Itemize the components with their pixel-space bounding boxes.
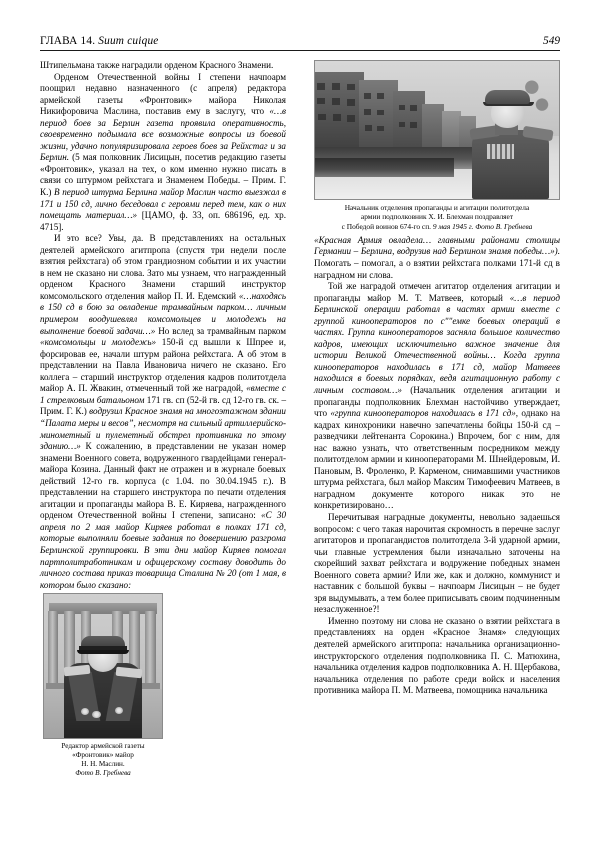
officer-medal <box>81 708 89 715</box>
text-run: однако на кадрах кинохроники навечно запечатлены бойцы 150-й сд – разведчики лейтенанта Сорокина.) Впрочем, бог с ним, для нас важно узнать, что ответственным посредником между политотделом армии и кинооператорами М. Шнейдеровым, И. Пановым, В. Фроленко, Р. Карменом, снимавшими участников штурма рейхстага, был майор Максим Тимофеевич Матвеев, в наградном документе которого никак это не конкретизировано… <box>314 408 561 511</box>
paragraph <box>314 235 560 281</box>
text-run-italic: «Красная Армия овладела… главными районами столицы Германии – Берлина, водрузив над Берлином знамя победы…»). <box>314 234 560 257</box>
paragraph <box>40 233 286 591</box>
caption-line: армии подполковник Х. И. Блехман поздравляет <box>360 212 514 222</box>
text-run-italic: «С 30 апреля по 2 мая майор Киряев работал в полках 171 сд, которые выполняли боевые задания по довершению разгрома Берлинской группировки. В эти дни майор Киряев помогал партполитработникам и офицерскому составу доводить до личного состава приказ товарища Сталина № 20 (от 1 мая, в котором было сказано: <box>40 510 287 590</box>
officer-ribbon-bar <box>487 144 513 158</box>
paragraph: Штипельмана также наградили орденом Красного Знамени. <box>40 60 274 70</box>
text-run-italic: «группа кинооператоров находилась в 171 сд», <box>330 408 519 419</box>
officer-cap <box>485 90 531 104</box>
figure-blekhman <box>314 60 560 231</box>
officer-tunic <box>472 130 549 199</box>
left-column <box>40 60 287 777</box>
caption-line: Начальник отделения пропаганды и агитации политотдела <box>344 203 530 212</box>
gate-column <box>48 611 59 686</box>
figure-maslin <box>40 593 166 777</box>
figure-caption <box>40 742 166 778</box>
running-head-chapter: ГЛАВА 14. <box>40 35 96 47</box>
text-run: К сожалению, в представлении не указан номер знамени Военного совета, водруженного гвардейцами генерал-майора Козина. Данный факт не отражен и в журнале боевых действий 12-го гв. корпуса (с 1.04. по 30.04.1945 г.). В представлении на старшего инструктора по печати отделения агитации и пропаганды майора В. Е. Киряева, награжденного орденом Отечественной войны I степени, записано: <box>40 441 286 521</box>
text-run-italic: «…находясь в 150 сд в бою за овладение трамвайным парком… личным примером воодушевлял комсомольцев и молодежь на выполнение боевой задачи…» <box>40 290 287 336</box>
text-run-italic: «…в период боев за Берлин газета проявила оперативность, своевременно подымала все возможные вопросы из боевой жизни, удачно популяризировала героев боев за Рейхстаг и за Берлин. <box>40 106 287 163</box>
officer-medal <box>92 711 100 718</box>
officer-figure <box>466 80 554 199</box>
running-head-left <box>40 35 159 47</box>
text-run-italic: В период штурма Берлина майор Маслин часто выезжал в 171 и 150 сд, лично беседовал с героями перед тем, как о них помещать материал…» <box>40 187 287 221</box>
text-run: (5 мая полковник Лисицын, посетив редакцию газеты «Фронтовик», указал на тех, о ком именно нужно писать в связи со штурмом рейхстага и Знаменем Победы. – Прим. Г. К.) <box>40 152 287 198</box>
text-run: И это все? Увы, да. В представлениях на остальных деятелей армейского агитпропа (спустя три недели после взятия рейхстага) об этом грандиозном событии и их участии в нем не сказано ни слова. Зато мы узнаем, что награжденный орденом Красного Знамени старший инструктор комсомольского отделения майор П. И. Едемский <box>40 233 286 301</box>
text-run-italic: «…в период Берлинской операции работал в частях армии вместе с группой кинооператоров по сʺʺемке боевых операций в частях. Группа кинооператоров засняла большое количество кадров, имеющих исключительно важное значение для истории Великой Отечественной войны… Когда группа кинооператоров находилась в 171 сд, майор Матвеев находился в боевых порядках, ведя агитационную работу с личным составом…» <box>314 292 560 395</box>
text-run: Той же наградой отмечен агитатор отделения агитации и пропаганды майор М. Т. Матвеев, который <box>314 281 560 303</box>
running-head <box>40 28 560 51</box>
caption-line: Редактор армейской газеты <box>61 742 145 751</box>
text-run: Но вслед за трамвайным парком <box>158 325 287 336</box>
running-head-motto: Suum cuique <box>98 35 159 47</box>
page-number: 549 <box>543 35 560 47</box>
caption-line: Н. Н. Маслин. <box>81 759 125 768</box>
right-column <box>314 60 560 697</box>
officer-cap-visor <box>77 650 129 654</box>
text-run: 171 гв. сп (52-й гв. сд 12-го гв. ск. – Прим. Г. К.) <box>40 394 287 417</box>
text-run: (Начальник отделения агитации и пропаганды подполковник Блехман настойчиво утверждает, что <box>314 385 560 419</box>
paragraph: Перечитывая наградные документы, невольно задаешься вопросом: с чего такая нарочитая скромность в перечне заслуг агитаторов и пропагандистов политотдела 3-й ударной армии, чьи главные устремления были изначально заточены на скорейший захват рейхстага и водружение победных знамен Военного совета армии? Или же, как и должно, коммунист и наставник с большой буквы – начпоарм Лисицын – не будет зря выдумывать, а тем более приписывать своим подчиненным незаслуженное?! <box>314 512 560 615</box>
text-run-italic: «комсомольцы и молодежь» <box>40 337 157 348</box>
crowd-of-soldiers <box>314 158 454 177</box>
caption-credit: Фото В. Гребнева <box>75 768 131 777</box>
text-run: [ЦАМО, ф. 33, оп. 686196, ед. хр. 4715]. <box>40 210 286 232</box>
text-run-italic: «вместе с 1 стрелковым батальоном <box>40 383 287 405</box>
caption-line: «Фронтовик» майор <box>72 751 134 760</box>
text-run: Орденом Отечественной войны I степени начпоарм поощрил недавно назначенного (с апреля) редактора армейской газеты «Фронтовик» майора Николая Никифоровича Маслина, поставив ему в заслугу, что <box>40 71 286 117</box>
ruined-building <box>359 80 398 152</box>
paragraph <box>314 281 560 512</box>
maslin-photo <box>43 593 163 739</box>
text-run-italic: водрузил Красное знамя на многоэтажном здании “Палата меры и весов”, несмотря на сильный артиллерийско-минометный и пулеметный обстрел противника по этому зданию…» <box>40 406 286 452</box>
gate-column <box>145 611 156 686</box>
figure-caption <box>314 203 560 231</box>
text-run: Помогать – помогал, а о взятии рейхстага полками 171-й сд в наградном ни слова. <box>314 257 560 280</box>
text-run: 150-й сд вышли к Шпрее и, форсировав ее, начали штурм района рейхстага. А об этом в представлении на Павла Ивановича ничего не сказано. Его коллега – старший инструктор отделения кадров политотдела майор А. П. Жвакин, отмеченный той же наградой, <box>40 337 286 394</box>
blekhman-photo <box>314 60 560 200</box>
officer-medal <box>115 707 123 714</box>
caption-credit: 9 мая 1945 г. Фото В. Гребнева <box>432 221 533 231</box>
two-column-body <box>40 60 560 850</box>
paragraph: Именно поэтому ни слова не сказано о взятии рейхстага в представлениях на орден «Красное Знамя» следующих деятелей армейского агитпропа: начальника организационно-инструкторского отделения подполковника П. С. Матюхина, начальника отделения кадров подполковника А. Н. Щербакова, начальника отделения по работе среди войск и населения противника майора П. М. Матвеева, помощника начальника <box>314 615 560 696</box>
paragraph <box>40 72 286 234</box>
ruined-building <box>393 91 425 152</box>
caption-line: с Победой воинов 674-го сп. <box>341 221 432 231</box>
ruined-building <box>314 72 364 152</box>
